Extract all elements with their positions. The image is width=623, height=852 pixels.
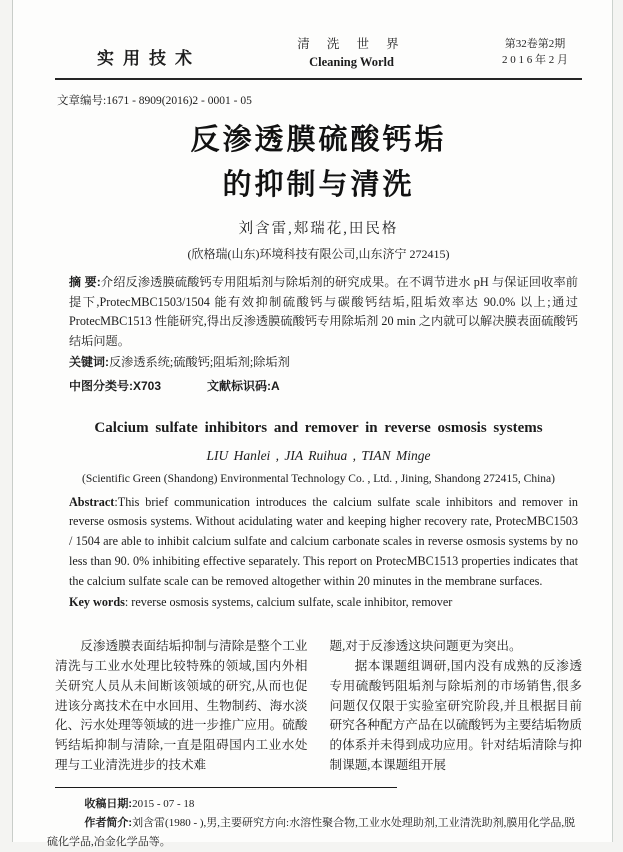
issue-date: 2 0 1 6 年 2 月 <box>501 54 568 66</box>
clc-line <box>69 377 578 394</box>
authors-en: LIU Hanlei , JIA Ruihua , TIAN Minge <box>206 447 431 463</box>
body-paragraph: 反渗透膜表面结垢抑制与清除是整个工业清洗与工业水处理比较特殊的领域,国内外相关研究人员从未间断该领域的研究,从而也促进该分离技术在中水回用、生物制药、海水淡化、污水处理等领域的进一步推广应用。硫酸钙结垢抑制与清除,一直是阻碍国内工业水处理与工业清洗进步的技术难 <box>55 639 308 773</box>
issue-info <box>502 36 580 68</box>
abstract-en <box>69 493 578 592</box>
paper-title-en: Calcium sulfate inhibitors and remover in reverse osmosis systems <box>94 419 543 436</box>
received-date-value: 2015 - 07 - 18 <box>132 797 195 810</box>
author-bio-label: 作者简介: <box>84 816 133 829</box>
paper-title-cn <box>55 118 582 208</box>
footnote-divider <box>55 787 397 788</box>
keywords-en <box>69 593 578 613</box>
keywords-cn-text: 反渗透系统;硫酸钙;阻垢剂;除垢剂 <box>109 355 290 369</box>
header-rule <box>55 78 582 80</box>
affiliation-en: (Scientific Green (Shandong) Environmental Technology Co. , Ltd. , Jining, Shandong 272415, China) <box>82 472 555 485</box>
clc-classification: 中图分类号:X703 <box>69 378 162 393</box>
abstract-cn <box>69 273 578 351</box>
abstract-en-label: Abstract <box>69 494 115 509</box>
affiliation-cn: (欣格瑞(山东)环境科技有限公司,山东济宁 272415) <box>187 247 450 261</box>
scanned-paper-page <box>12 0 613 848</box>
paper-title-line2: 的抑制与清洗 <box>222 169 415 201</box>
author-bio-text: 刘含雷(1980 - ),男,主要研究方向:水溶性聚合物,工业水处理助剂,工业清洗助剂,膜用化学品,脱硫化学品,冶金化学品等。 <box>47 816 576 848</box>
body-right-column <box>330 637 583 776</box>
article-number: 文章编号:1671 - 8909(2016)2 - 0001 - 05 <box>57 95 252 107</box>
journal-name-en: Cleaning World <box>309 55 394 69</box>
author-bio-line <box>47 814 582 852</box>
section-label: 实用技术 <box>97 49 201 68</box>
received-date-line <box>47 795 582 814</box>
body-paragraph: 题,对于反渗透这块问题更为突出。 <box>329 639 522 654</box>
clc-doc-code: 文献标识码:A <box>207 378 280 393</box>
paper-title-line1: 反渗透膜硫酸钙垢 <box>190 124 447 156</box>
body-left-column <box>55 637 308 776</box>
received-date-label: 收稿日期: <box>84 797 133 810</box>
abstract-en-text: :This brief communication introduces the calcium sulfate scale inhibitors and remover in reverse osmosis systems. Without acidulating water and keeping higher recovery rate, ProtecMBC1503 / 1504 are able to inhibit calcium sulfate and calcium carbonate scales in reverse osmosis systems by no less than 90. 0% inhibiting effective separately. This report on ProtecMBC1513 properties indicates that the calcium sulfate scale can be removed altogether within 20 minutes in the membrane surfaces. <box>69 494 578 588</box>
volume-issue: 第32卷第2期 <box>504 38 566 50</box>
keywords-en-text: : reverse osmosis systems, calcium sulfate, scale inhibitor, remover <box>124 595 453 610</box>
journal-name-cn: 清 洗 世 界 <box>297 37 406 51</box>
footnote-block <box>47 795 582 852</box>
abstract-cn-text: 介绍反渗透膜硫酸钙专用阻垢剂与除垢剂的研究成果。在不调节进水 pH 与保证回收率前提下,ProtecMBC1503/1504 能有效抑制硫酸钙与碳酸钙结垢,阻垢效率达 90.0% 以上;通过 ProtecMBC1513 性能研究,得出反渗透膜硫酸钙专用除垢剂 20 min 之内就可以解决膜表面硫酸钙结垢问题。 <box>69 275 578 348</box>
body-paragraph: 据本课题组调研,国内没有成熟的反渗透专用硫酸钙阻垢剂与除垢剂的市场销售,很多问题仅仅限于实验室研究阶段,并且根据目前研究各种配方产品在以硫酸钙为主要结垢物质的体系并未得到成功应用。针对结垢清除与抑制课题,本课题组开展 <box>329 659 582 773</box>
body-columns <box>55 637 582 776</box>
keywords-en-label: Key words <box>69 595 125 610</box>
keywords-cn <box>69 353 578 373</box>
abstract-cn-label: 摘 要: <box>69 275 101 289</box>
authors-cn: 刘含雷,郏瑞花,田民格 <box>238 221 399 237</box>
journal-header <box>55 36 582 70</box>
keywords-cn-label: 关键词: <box>69 355 109 369</box>
journal-name <box>297 36 405 70</box>
